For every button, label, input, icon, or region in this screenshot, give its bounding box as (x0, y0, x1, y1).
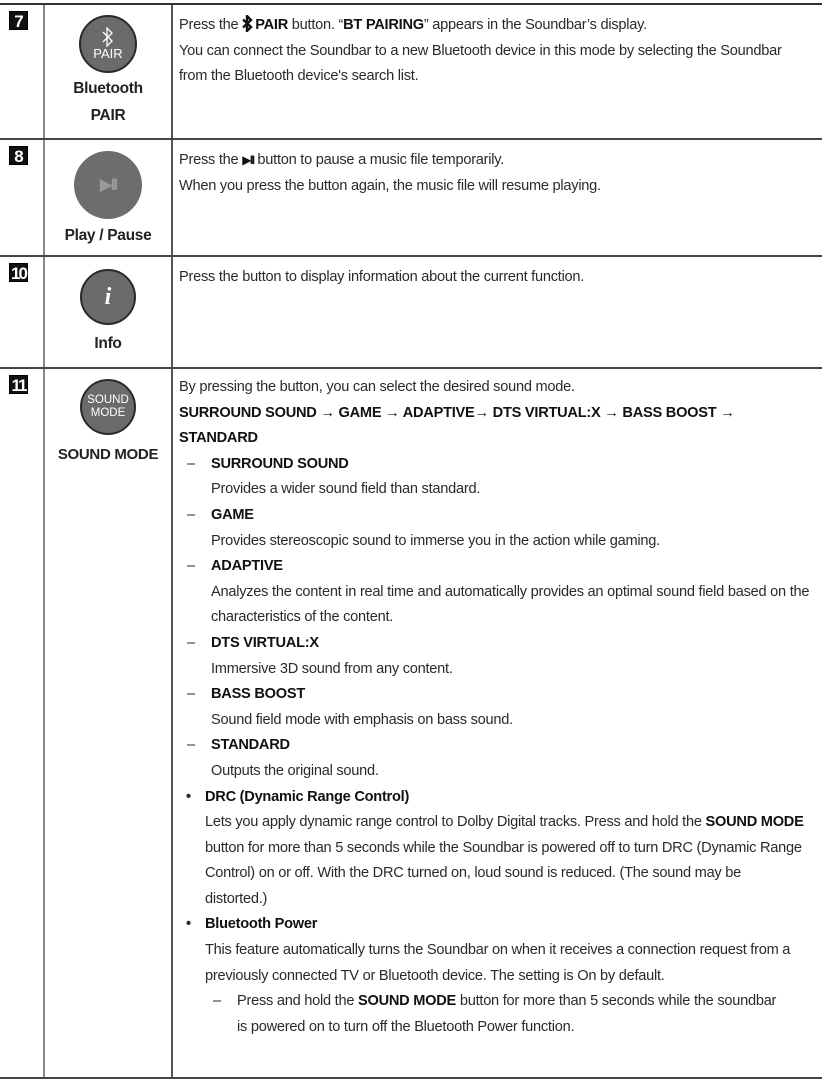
description-line: You can connect the Soundbar to a new Bluetooth device in this mode by selecting the Soundbar from the Bluetooth device's search list. (179, 42, 782, 85)
row-number-badge: 11 (9, 375, 28, 394)
play-pause-icon: ▶II (242, 153, 254, 167)
bullet-marker: • (186, 788, 191, 805)
label-line: PAIR (90, 107, 126, 124)
mode-item-bass-boost (179, 682, 812, 733)
text: button for more than 5 seconds while the Soundbar is powered off to turn DRC (Dynamic Range Control) on or off. With the DRC turned on, loud sound is reduced. (The sound may be distorted.) (205, 839, 802, 907)
button-label (73, 75, 143, 129)
dash-marker: – (187, 686, 195, 703)
drc-section (179, 785, 812, 913)
table-row-info (0, 257, 822, 369)
row-number-cell (0, 369, 45, 1077)
bluetooth-pair-button (79, 15, 137, 73)
bold-text: SOUND MODE (358, 993, 457, 1010)
description-cell (173, 369, 822, 1077)
button-label: SOUND MODE (57, 446, 159, 463)
mode-description: Outputs the original sound. (211, 762, 379, 779)
bluetooth-icon (242, 15, 253, 32)
section-text: This feature automatically turns the Soundbar on when it receives a connection request from a previously connected TV or Bluetooth device. The setting is On by default. (205, 942, 791, 984)
mode-description: Analyzes the content in real time and automatically provides an optimal sound field based on the characteristics of the content. (211, 583, 810, 626)
play-pause-icon: ▶II (99, 175, 117, 194)
mode-description: Provides stereoscopic sound to immerse you in the action while gaming. (211, 532, 660, 549)
mode-description: Sound field mode with emphasis on bass sound. (211, 711, 513, 728)
info-icon: i (104, 283, 112, 310)
row-number-badge: 7 (9, 11, 28, 30)
section-title: DRC (Dynamic Range Control) (205, 788, 410, 805)
info-button (80, 269, 136, 325)
pair-text: PAIR (93, 46, 123, 61)
mode-item-game (179, 503, 812, 554)
intro-text: By pressing the button, you can select the desired sound mode. (179, 379, 575, 395)
mode-title: SURROUND SOUND (211, 455, 349, 472)
description-line (179, 148, 812, 174)
icon-cell (45, 140, 173, 255)
icon-cell (45, 5, 173, 138)
icon-cell (45, 369, 173, 1077)
mode-title: DTS VIRTUAL:X (211, 634, 319, 651)
row-number-cell (0, 5, 45, 138)
description-cell (173, 140, 822, 255)
table-row-sound-mode (0, 369, 822, 1079)
description-cell (173, 5, 822, 138)
text: Lets you apply dynamic range control to Dolby Digital tracks. Press and hold the (205, 814, 706, 831)
text: Press the (179, 152, 243, 168)
dash-marker: – (187, 506, 195, 523)
dash-marker: – (187, 737, 195, 754)
text: Press the (179, 17, 243, 33)
mode-title: ADAPTIVE (211, 558, 283, 575)
mode-item-adaptive (179, 554, 812, 631)
sound-mode-button (80, 379, 136, 435)
mode-item-standard (179, 733, 812, 784)
sound-mode-sequence: SURROUND SOUND → GAME → ADAPTIVE→ DTS VIRTUAL:X → BASS BOOST → STANDARD (179, 404, 735, 447)
table-row-bluetooth-pair (0, 5, 822, 140)
dash-marker: – (187, 558, 195, 575)
dash-marker: – (187, 634, 195, 651)
mode-title: BASS BOOST (211, 686, 305, 703)
bluetooth-power-instruction (179, 989, 812, 1040)
mode-title: STANDARD (211, 737, 290, 754)
icon-cell (45, 257, 173, 367)
button-label: Play / Pause (64, 227, 152, 244)
text: Press and hold the (237, 993, 358, 1010)
mode-title: GAME (211, 506, 254, 523)
mode-description: Immersive 3D sound from any content. (211, 660, 453, 677)
label-line: Bluetooth (73, 80, 143, 97)
bullet-marker: • (186, 916, 191, 933)
text: ” appears in the Soundbar’s display. (423, 17, 647, 33)
section-text (205, 810, 812, 912)
sound-mode-icon-text: MODE (90, 407, 126, 419)
sound-mode-icon-text: SOUND (87, 394, 129, 406)
bluetooth-icon (101, 27, 115, 47)
bold-text: SOUND MODE (705, 814, 804, 831)
row-number-badge: 8 (9, 146, 28, 165)
dash-marker: – (187, 455, 195, 472)
bold-text: PAIR (255, 17, 288, 33)
mode-item-dts-virtual-x (179, 631, 812, 682)
description-line: When you press the button again, the music file will resume playing. (179, 177, 601, 194)
table-row-play-pause (0, 140, 822, 257)
section-title: Bluetooth Power (205, 916, 318, 933)
text: button for more than 5 seconds while the soundbar is powered on to turn off the Bluetooth Power function. (237, 993, 777, 1035)
row-number-badge: 10 (9, 263, 28, 282)
row-number-cell (0, 257, 45, 367)
bold-text: BT PAIRING (343, 17, 424, 33)
row-number-cell (0, 140, 45, 255)
button-label: Info (94, 335, 122, 352)
bluetooth-power-section (179, 912, 812, 989)
description-line: Press the button to display information about the current function. (179, 269, 585, 285)
mode-description: Provides a wider sound field than standard. (211, 481, 481, 498)
button-function-table (0, 3, 822, 1079)
text: button to pause a music file temporarily. (253, 152, 505, 168)
description-cell (173, 257, 822, 367)
dash-marker: – (213, 993, 221, 1010)
mode-item-surround-sound (179, 452, 812, 503)
play-pause-button (74, 151, 142, 219)
description-line (179, 13, 812, 39)
text: button. “ (288, 17, 344, 33)
